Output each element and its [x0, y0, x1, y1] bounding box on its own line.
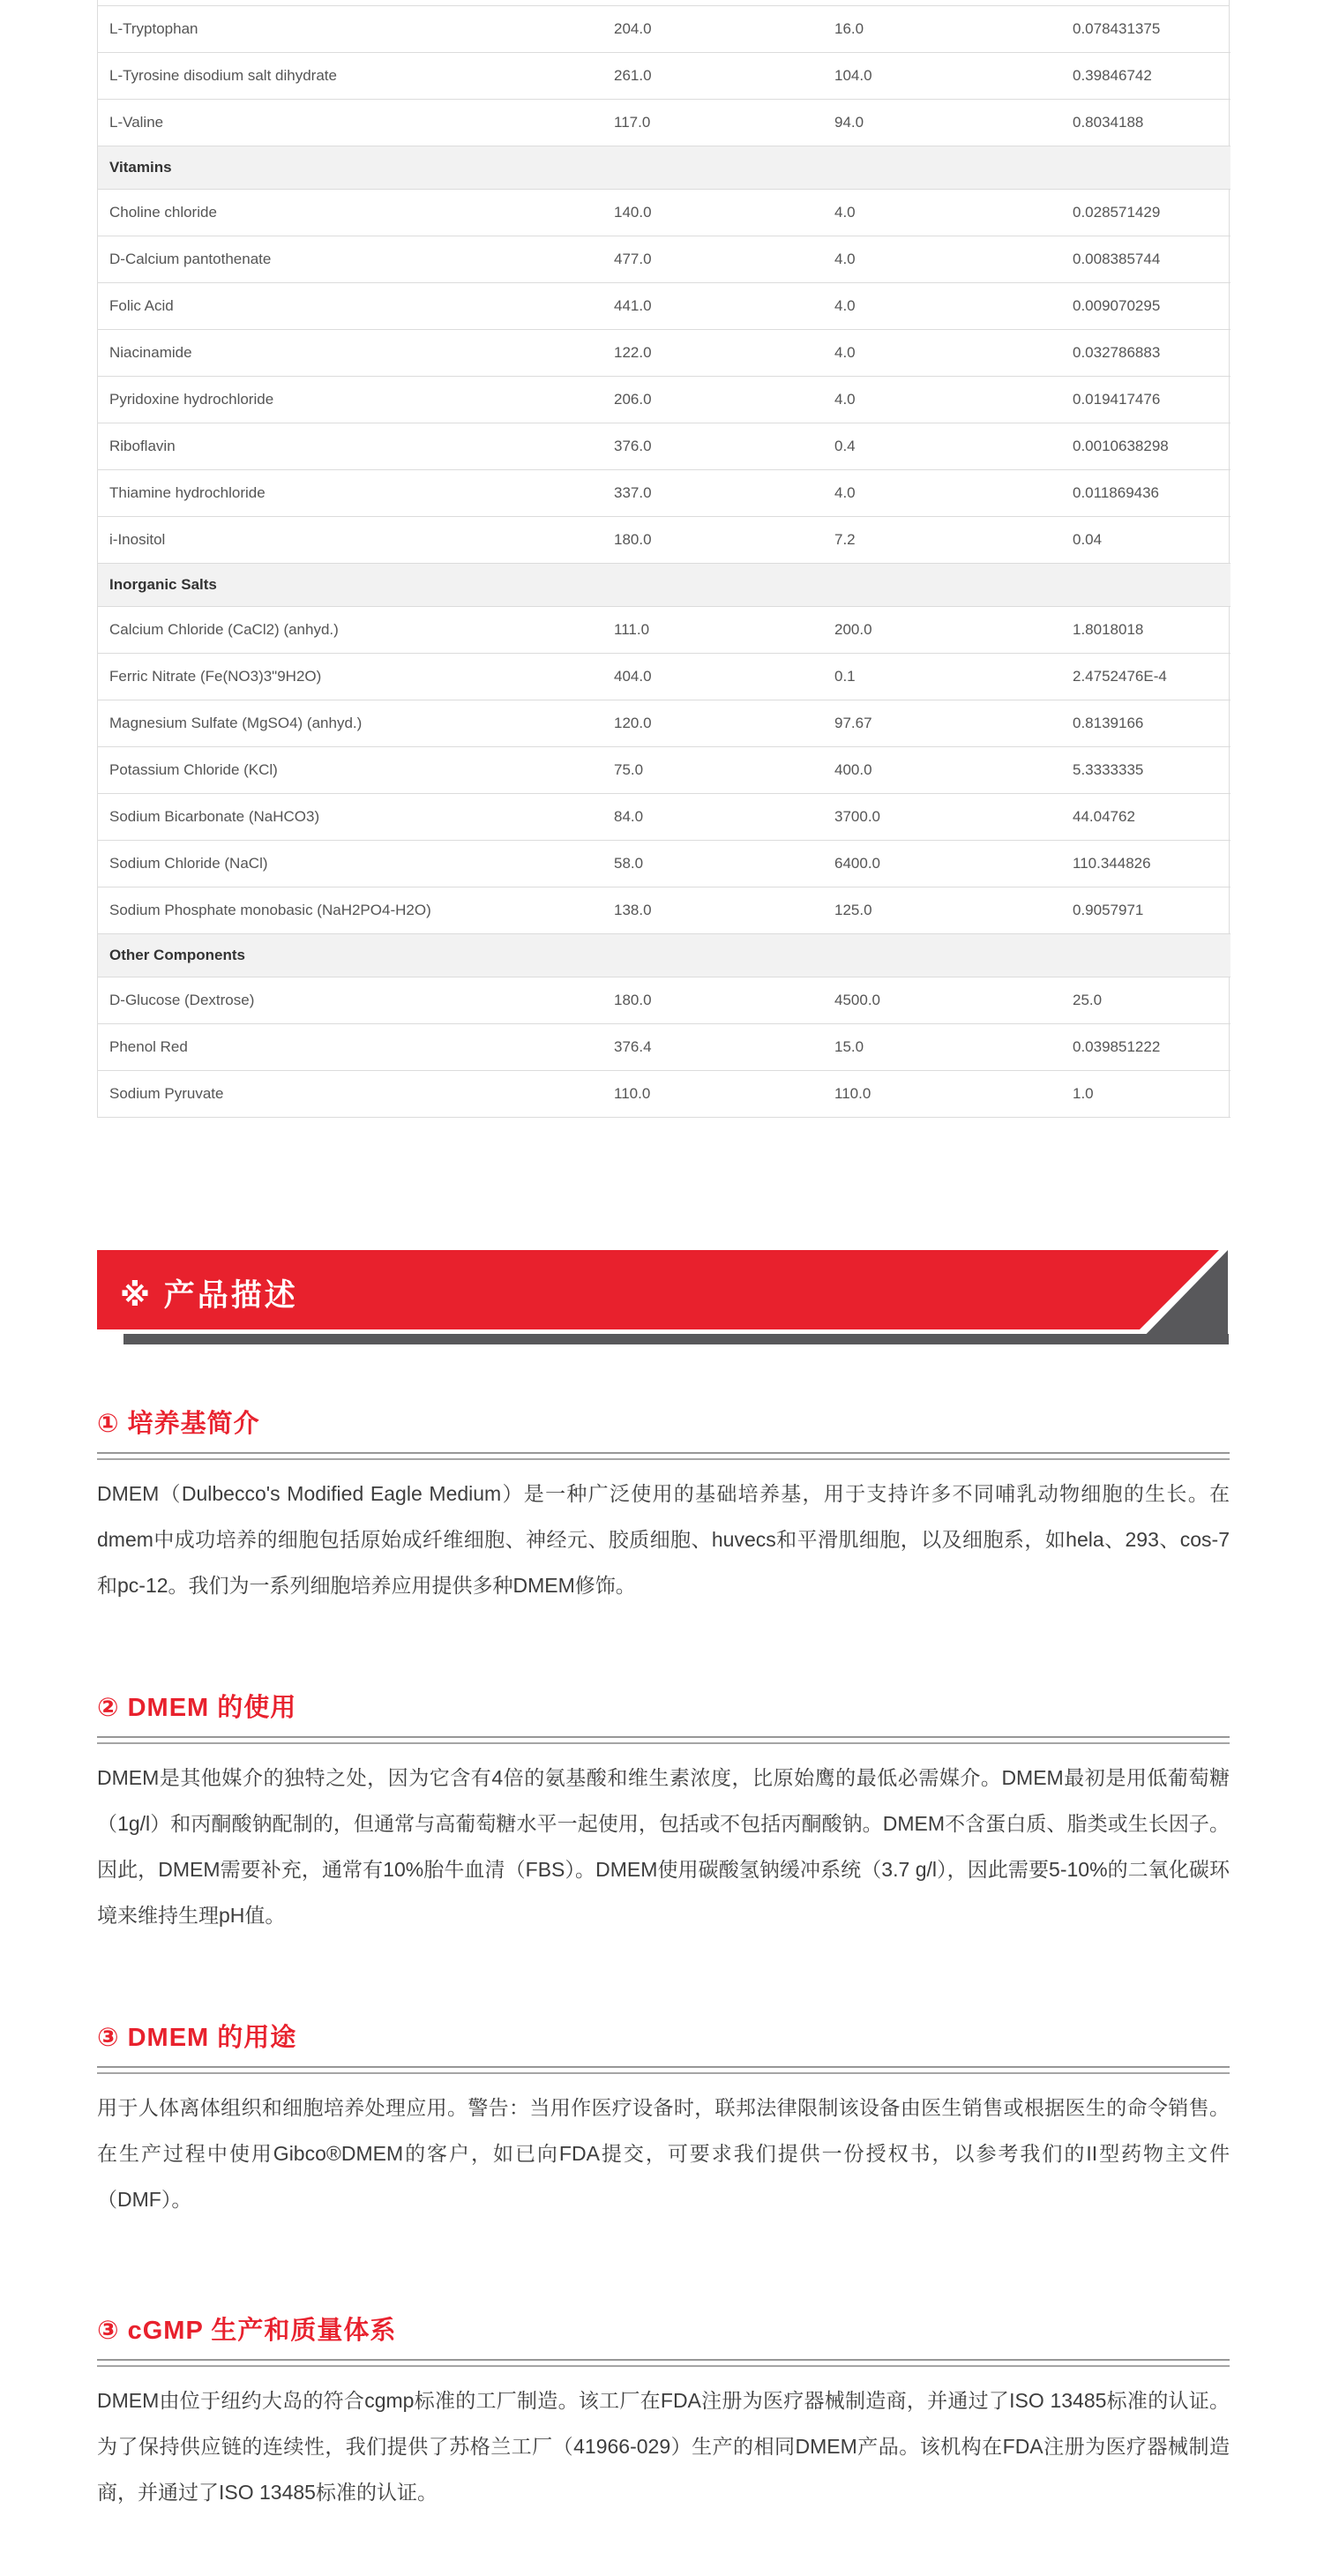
- content-column: [97, 0, 1230, 2515]
- cell-value-1: 75.0: [614, 747, 834, 794]
- cell-value-2: 4.0: [834, 330, 1073, 377]
- cell-component: Sodium Phosphate monobasic (NaH2PO4-H2O): [98, 887, 614, 934]
- cell-value-3: 0.019417476: [1073, 377, 1230, 423]
- table-row: [98, 887, 1230, 934]
- cell-value-3: 0.032786883: [1073, 330, 1230, 377]
- table-section-row: [98, 146, 1230, 190]
- cell-value-3: 0.0010638298: [1073, 423, 1230, 470]
- section-body: 用于人体离体组织和细胞培养处理应用。警告：当用作医疗设备时，联邦法律限制该设备由医生销售或根据医生的命令销售。在生产过程中使用Gibco®DMEM的客户，如已向FDA提交，可要求我们提供一份授权书，以参考我们的II型药物主文件（DMF）。: [97, 2096, 1230, 2211]
- cell-value-1: 404.0: [614, 654, 834, 700]
- cell-value-1: 110.0: [614, 1071, 834, 1118]
- section-body: DMEM是其他媒介的独特之处，因为它含有4倍的氨基酸和维生素浓度，比原始鹰的最低必需媒介。DMEM最初是用低葡萄糖（1g/l）和丙酮酸钠配制的，但通常与高葡萄糖水平一起使用，包括或不包括丙酮酸钠。DMEM不含蛋白质、脂类或生长因子。因此，DMEM需要补充，通常有10%胎牛血清（FBS）。DMEM使用碳酸氢钠缓冲系统（3.7 g/l），因此需要5-10%的二氧化碳环境来维持生理pH值。: [97, 1766, 1230, 1927]
- cell-value-1: 337.0: [614, 470, 834, 517]
- table-row: [98, 377, 1230, 423]
- cell-value-1: 120.0: [614, 700, 834, 747]
- cell-value-1: 117.0: [614, 100, 834, 146]
- cell-value-2: 125.0: [834, 887, 1073, 934]
- cell-value-1: 206.0: [614, 377, 834, 423]
- cell-component: i-Inositol: [98, 517, 614, 564]
- cell-value-2: 0.1: [834, 654, 1073, 700]
- table-row: [98, 423, 1230, 470]
- cell-value-1: 111.0: [614, 607, 834, 654]
- cell-value-3: 25.0: [1073, 977, 1230, 1024]
- cell-value-1: 261.0: [614, 53, 834, 100]
- table-row: [98, 1024, 1230, 1071]
- cell-value-3: 44.04762: [1073, 794, 1230, 841]
- table-row: [98, 841, 1230, 887]
- section-intro: [97, 1408, 1230, 1608]
- cell-value-3: 2.4752476E-4: [1073, 654, 1230, 700]
- cell-value-1: 84.0: [614, 794, 834, 841]
- cell-value-2: 4500.0: [834, 977, 1073, 1024]
- cell-value-2: 4.0: [834, 377, 1073, 423]
- cell-value-2: 7.2: [834, 517, 1073, 564]
- cell-value-1: 138.0: [614, 887, 834, 934]
- cell-component: Sodium Chloride (NaCl): [98, 841, 614, 887]
- cell-value-3: 0.9057971: [1073, 887, 1230, 934]
- cell-value-1: 58.0: [614, 841, 834, 887]
- formulation-table: [97, 0, 1230, 1118]
- table-row: [98, 517, 1230, 564]
- cell-component: Folic Acid: [98, 283, 614, 330]
- table-section-label: Vitamins: [98, 146, 1230, 190]
- cell-value-3: 1.8018018: [1073, 607, 1230, 654]
- cell-value-1: 441.0: [614, 283, 834, 330]
- cell-component: D-Calcium pantothenate: [98, 236, 614, 283]
- cell-value-3: 0.39846742: [1073, 53, 1230, 100]
- cell-component: Sodium Pyruvate: [98, 1071, 614, 1118]
- section-usage: [97, 1692, 1230, 1938]
- cell-value-2: 4.0: [834, 236, 1073, 283]
- heading-divider: [97, 1736, 1230, 1744]
- cell-value-3: 0.078431375: [1073, 6, 1230, 53]
- cell-value-3: 0.008385744: [1073, 236, 1230, 283]
- section-heading: ② DMEM 的使用: [97, 1694, 297, 1722]
- cell-component: D-Glucose (Dextrose): [98, 977, 614, 1024]
- cell-value-2: 6400.0: [834, 841, 1073, 887]
- cell-component: Potassium Chloride (KCl): [98, 747, 614, 794]
- table-row: [98, 1071, 1230, 1118]
- table-row: [98, 100, 1230, 146]
- cell-value-1: 376.0: [614, 423, 834, 470]
- heading-divider: [97, 1452, 1230, 1460]
- table-row: [98, 607, 1230, 654]
- section-application: [97, 2022, 1230, 2222]
- cell-value-1: 122.0: [614, 330, 834, 377]
- heading-divider: [97, 2359, 1230, 2367]
- cell-value-3: 0.028571429: [1073, 190, 1230, 236]
- table-row: [98, 700, 1230, 747]
- table-section-row: [98, 934, 1230, 977]
- section-heading: ① 培养基简介: [97, 1410, 260, 1438]
- table-row: [98, 330, 1230, 377]
- cell-value-2: 97.67: [834, 700, 1073, 747]
- cell-value-3: 0.8034188: [1073, 100, 1230, 146]
- cell-component: Choline chloride: [98, 190, 614, 236]
- table-row: [98, 470, 1230, 517]
- cell-value-3: 0.009070295: [1073, 283, 1230, 330]
- cell-component: Ferric Nitrate (Fe(NO3)3"9H2O): [98, 654, 614, 700]
- table-row: [98, 747, 1230, 794]
- table-row: [98, 236, 1230, 283]
- cell-component: Magnesium Sulfate (MgSO4) (anhyd.): [98, 700, 614, 747]
- cropped-row-remnant: [98, 0, 1229, 6]
- cell-value-2: 0.4: [834, 423, 1073, 470]
- cell-value-3: 0.04: [1073, 517, 1230, 564]
- section-cgmp-quality: [97, 2315, 1230, 2515]
- cell-value-3: 1.0: [1073, 1071, 1230, 1118]
- cell-value-2: 3700.0: [834, 794, 1073, 841]
- cell-component: L-Tyrosine disodium salt dihydrate: [98, 53, 614, 100]
- cell-value-3: 0.011869436: [1073, 470, 1230, 517]
- cell-value-2: 104.0: [834, 53, 1073, 100]
- cell-component: Riboflavin: [98, 423, 614, 470]
- cell-value-1: 140.0: [614, 190, 834, 236]
- table-row: [98, 654, 1230, 700]
- cell-value-2: 94.0: [834, 100, 1073, 146]
- table-row: [98, 190, 1230, 236]
- cell-value-3: 0.039851222: [1073, 1024, 1230, 1071]
- cell-value-2: 16.0: [834, 6, 1073, 53]
- heading-divider: [97, 2066, 1230, 2074]
- cell-value-2: 4.0: [834, 470, 1073, 517]
- cell-value-3: 0.8139166: [1073, 700, 1230, 747]
- table-row: [98, 794, 1230, 841]
- cell-component: L-Valine: [98, 100, 614, 146]
- table-row: [98, 977, 1230, 1024]
- banner-shadow-bar: [123, 1334, 1229, 1344]
- cell-component: Niacinamide: [98, 330, 614, 377]
- cell-value-2: 15.0: [834, 1024, 1073, 1071]
- table-row: [98, 283, 1230, 330]
- cell-component: Phenol Red: [98, 1024, 614, 1071]
- cell-value-2: 400.0: [834, 747, 1073, 794]
- cell-component: Thiamine hydrochloride: [98, 470, 614, 517]
- product-description-banner: [97, 1250, 1230, 1344]
- section-body: DMEM由位于纽约大岛的符合cgmp标准的工厂制造。该工厂在FDA注册为医疗器械制造商，并通过了ISO 13485标准的认证。为了保持供应链的连续性，我们提供了苏格兰工厂（41966-029）生产的相同DMEM产品。该机构在FDA注册为医疗器械制造商，并通过了ISO 13485标准的认证。: [97, 2389, 1230, 2504]
- section-heading: ③ cGMP 生产和质量体系: [97, 2317, 397, 2345]
- formulation-table-body: [98, 6, 1230, 1118]
- section-body: DMEM（Dulbecco's Modified Eagle Medium）是一种广泛使用的基础培养基，用于支持许多不同哺乳动物细胞的生长。在dmem中成功培养的细胞包括原始成纤维细胞、神经元、胶质细胞、huvecs和平滑肌细胞，以及细胞系，如hela、293、cos-7和pc-12。我们为一系列细胞培养应用提供多种DMEM修饰。: [97, 1482, 1230, 1597]
- table-row: [98, 53, 1230, 100]
- cell-value-1: 180.0: [614, 517, 834, 564]
- cell-value-1: 376.4: [614, 1024, 834, 1071]
- cell-value-3: 110.344826: [1073, 841, 1230, 887]
- cell-value-1: 477.0: [614, 236, 834, 283]
- table-section-row: [98, 564, 1230, 607]
- cell-value-3: 5.3333335: [1073, 747, 1230, 794]
- cell-value-2: 200.0: [834, 607, 1073, 654]
- cell-value-1: 180.0: [614, 977, 834, 1024]
- cell-value-1: 204.0: [614, 6, 834, 53]
- cell-component: Sodium Bicarbonate (NaHCO3): [98, 794, 614, 841]
- cell-component: Calcium Chloride (CaCl2) (anhyd.): [98, 607, 614, 654]
- cell-value-2: 4.0: [834, 283, 1073, 330]
- cell-component: L-Tryptophan: [98, 6, 614, 53]
- table-row: [98, 6, 1230, 53]
- table-section-label: Inorganic Salts: [98, 564, 1230, 607]
- cell-value-2: 110.0: [834, 1071, 1073, 1118]
- banner-title: ※ 产品描述: [120, 1278, 298, 1313]
- table-section-label: Other Components: [98, 934, 1230, 977]
- cell-component: Pyridoxine hydrochloride: [98, 377, 614, 423]
- cell-value-2: 4.0: [834, 190, 1073, 236]
- section-heading: ③ DMEM 的用途: [97, 2024, 297, 2052]
